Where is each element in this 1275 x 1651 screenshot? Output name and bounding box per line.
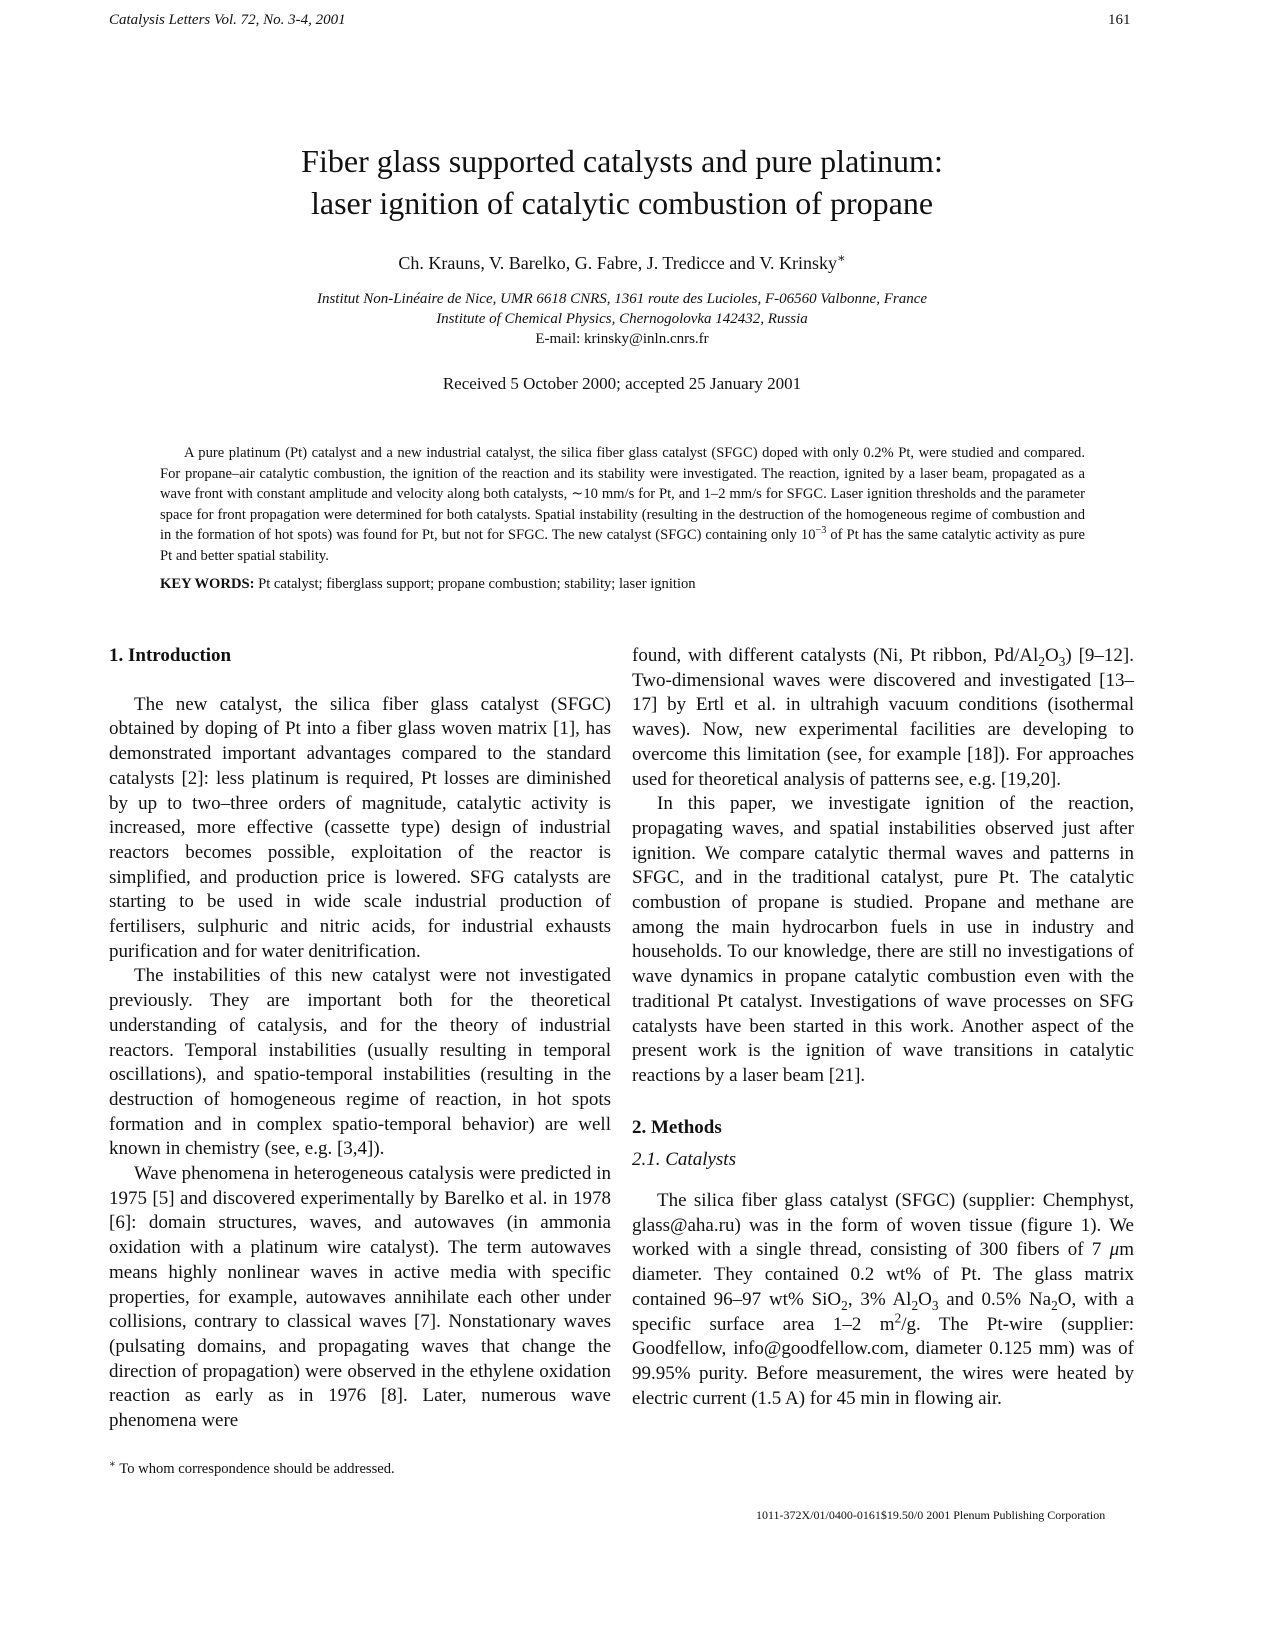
- title-line-1: Fiber glass supported catalysts and pure platinum:: [301, 143, 943, 179]
- text-run: O: [918, 1288, 932, 1310]
- methods-paragraph-1: [632, 1189, 1134, 1411]
- intro-paragraph-1: The new catalyst, the silica fiber glass catalyst (SFGC) obtained by doping of Pt into a fiber glass woven matrix [1], has demonstrated important advantages compared to the standard catalysts [2]: less platinum is required, Pt losses are diminished by up to two–three orders of magnitude, catalytic activity is increased, more effective (cassette type) design of industrial reactors becomes possible, exploitation of the reactor is simplified, and production price is lowered. SFG catalysts are starting to be used in wide scale industrial production of fertilisers, sulphuric and nitric acids, for industrial exhausts purification and for water denitrification.: [109, 693, 611, 962]
- text-run: m diameter. They contained 0.2 wt% of Pt. The glass matrix contained 96–97 wt% SiO: [632, 1239, 1134, 1310]
- footnote: [109, 1461, 395, 1478]
- subscript: 3: [1058, 653, 1066, 669]
- author-email: E-mail: krinsky@inln.cnrs.fr: [535, 331, 709, 347]
- author-footnote-mark: ∗: [837, 251, 846, 265]
- subscript: 2: [841, 1297, 848, 1313]
- text-run: found, with different catalysts (Ni, Pt ribbon, Pd/Al: [632, 645, 1039, 666]
- title-line-2: laser ignition of catalytic combustion of propane: [310, 185, 934, 221]
- text-run: /g. The Pt-wire (supplier: Goodfellow, info@goodfellow.com, diameter 0.125 mm) was of 99.95% purity. Before measurement, the wires were heated by electric current (1.5 A) for 45 min in flowing air.: [632, 1313, 1134, 1409]
- left-column: [109, 644, 611, 1434]
- abstract-text: A pure platinum (Pt) catalyst and a new industrial catalyst, the silica fiber glass catalyst (SFGC) doped with only 0.2% Pt, were studied and compared. For propane–air catalytic combustion, the ignition of the reaction and its stability were investigated. The reaction, ignited by a laser beam, propagated as a wave front with constant amplitude and velocity along both catalysts, ∼10 mm/s for Pt, and 1–2 mm/s for SFGC. Laser ignition thresholds and the parameter space for front propagation were determined for both catalysts. Spatial instability (resulting in the destruction of the homogeneous regime of combustion and in the formation of hot spots) was found for Pt, but not for SFGC. The new catalyst (SFGC) containing only 10: [160, 445, 1085, 544]
- mu-symbol: μ: [1109, 1239, 1120, 1261]
- copyright-line: 1011-372X/01/0400-0161$19.50/0 2001 Plenum Publishing Corporation: [756, 1508, 1106, 1522]
- superscript: 2: [894, 1310, 902, 1326]
- section-heading-introduction: 1. Introduction: [109, 645, 232, 666]
- subscript: 3: [931, 1297, 939, 1313]
- keywords: [160, 576, 1085, 593]
- abstract: [160, 443, 1085, 567]
- text-run: The silica fiber glass catalyst (SFGC) (supplier: Chemphyst, glass@aha.ru) was in the form of woven tissue (figure 1). We worked with a single thread, consisting of 300 fibers of 7: [632, 1190, 1134, 1261]
- subscript: 2: [1051, 1297, 1058, 1313]
- text-run: O, with a specific surface area 1–2 m: [632, 1288, 1134, 1335]
- keywords-text: Pt catalyst; fiberglass support; propane combustion; stability; laser ignition: [254, 576, 696, 592]
- authors: [0, 253, 1244, 274]
- intro-paragraph-5: In this paper, we investigate ignition of the reaction, propagating waves, and spatial instabilities observed just after ignition. We compare catalytic thermal waves and patterns in SFGC, and in the traditional catalyst, pure Pt. The catalytic combustion of propane is studied. Propane and methane are among the main hydrocarbon fuels in use in industry and households. To our knowledge, there are still no investigations of wave dynamics in propane catalytic combustion even with the traditional Pt catalyst. Investigations of wave processes on SFG catalysts have been started in this work. Another aspect of the present work is the ignition of wave transitions in catalytic reactions by a laser beam [21].: [632, 793, 1134, 1086]
- subscript: 2: [1038, 653, 1045, 669]
- text-run: and 0.5% Na: [938, 1288, 1052, 1310]
- section-heading-methods: 2. Methods: [632, 1116, 722, 1138]
- received-dates: Received 5 October 2000; accepted 25 January 2001: [442, 374, 802, 393]
- intro-paragraph-4: [632, 644, 1134, 792]
- footnote-mark: ∗: [109, 1459, 116, 1471]
- subsection-heading-catalysts: 2.1. Catalysts: [632, 1149, 736, 1171]
- footnote-text: To whom correspondence should be addressed.: [115, 1461, 395, 1477]
- subscript: 2: [911, 1297, 919, 1313]
- text-run: O: [1044, 645, 1059, 666]
- running-head: Catalysis Letters Vol. 72, No. 3-4, 2001: [109, 12, 346, 28]
- intro-paragraph-3: Wave phenomena in heterogeneous catalysis were predicted in 1975 [5] and discovered experimentally by Barelko et al. in 1978 [6]: domain structures, waves, and autowaves (in ammonia oxidation with a platinum wire catalyst). The term autowaves means highly nonlinear waves in active media with specific properties, for example, autowaves annihilate each other under collisions, contrary to classical waves [7]. Nonstationary waves (pulsating domains, and propagating waves that change the direction of propagation) were observed in the ethylene oxidation reaction as early as in 1976 [8]. Later, numerous wave phenomena were: [109, 1163, 611, 1432]
- affiliation-2: Institute of Chemical Physics, Chernogolovka 142432, Russia: [436, 311, 808, 327]
- paper-title: [0, 140, 1244, 224]
- abstract-exponent: −3: [815, 525, 827, 537]
- right-column: [632, 644, 1134, 1411]
- text-run: , 3% Al: [847, 1288, 912, 1310]
- keywords-label: KEY WORDS:: [160, 576, 255, 592]
- intro-paragraph-2: The instabilities of this new catalyst were not investigated previously. They are important both for the theoretical understanding of catalysis, and for the theory of industrial reactors. Temporal instabilities (usually resulting in temporal oscillations), and spatio-temporal instabilities (resulting in the destruction of homogeneous regime of reaction, in hot spots formation and in complex spatio-temporal behavior) are well known in chemistry (see, e.g. [3,4]).: [109, 965, 611, 1160]
- abstract-text-end: of Pt has the same catalytic activity as pure Pt and better spatial stability.: [160, 527, 1085, 564]
- affiliation-1: Institut Non-Linéaire de Nice, UMR 6618 CNRS, 1361 route des Lucioles, F-06560 Valbonne, France: [316, 291, 928, 307]
- author-list: Ch. Krauns, V. Barelko, G. Fabre, J. Tredicce and V. Krinsky: [398, 253, 838, 273]
- page-number: 161: [1108, 12, 1131, 28]
- text-run: ) [9–12]. Two-dimensional waves were discovered and investigated [13–17] by Ertl et al. in ultrahigh vacuum conditions (isothermal waves). Now, new experimental facilities are developing to overcome this limitation (see, for example [18]). For approaches used for theoretical analysis of patterns see, e.g. [19,20].: [632, 645, 1134, 790]
